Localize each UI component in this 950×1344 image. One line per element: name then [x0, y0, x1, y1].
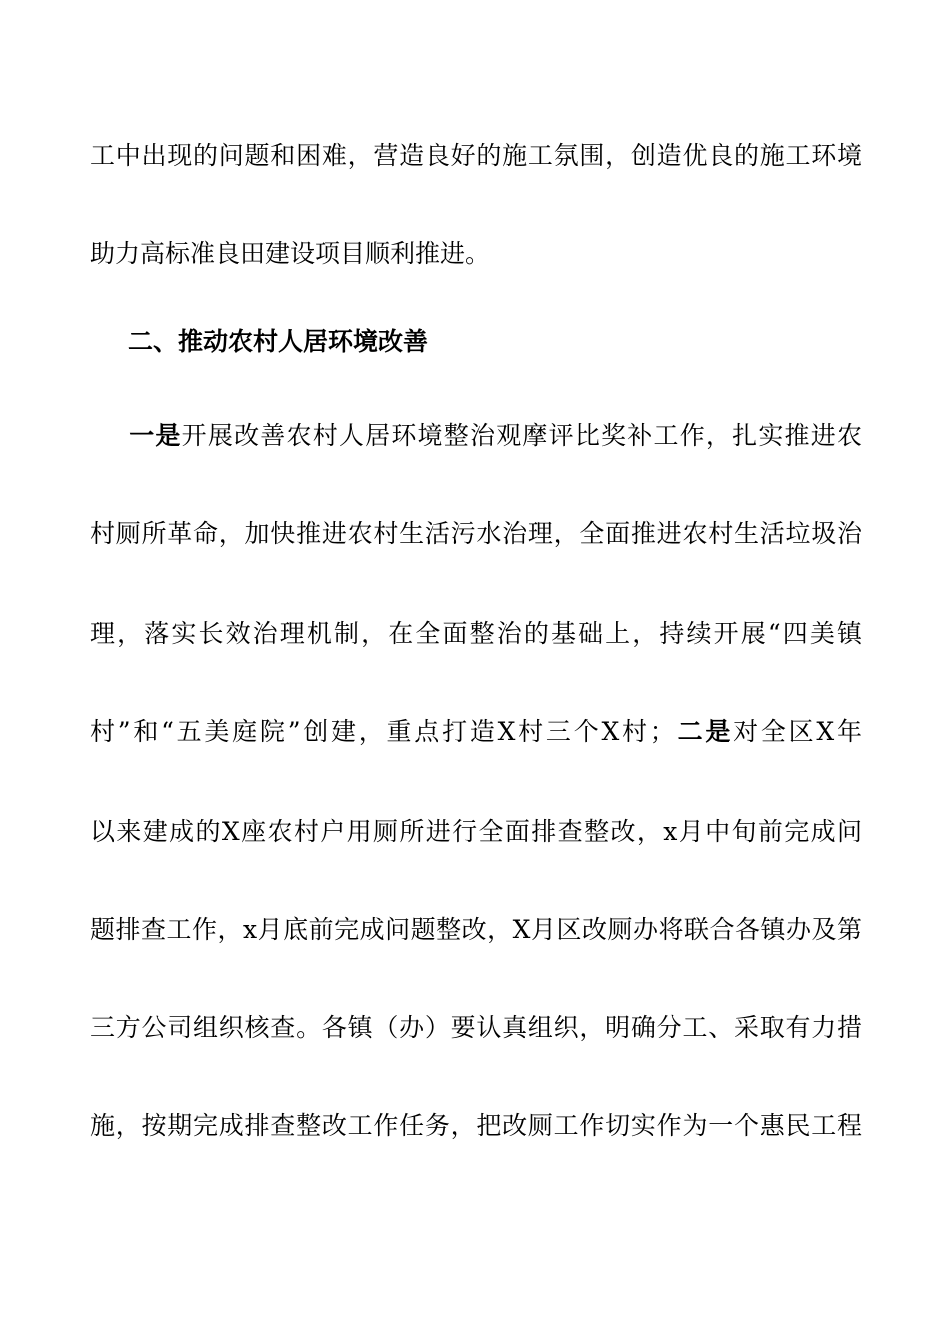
- paragraph-line: 理，落实长效治理机制，在全面整治的基础上，持续开展“四美镇: [90, 619, 862, 648]
- paragraph-line: 施，按期完成排查整改工作任务，把改厕工作切实作为一个惠民工程: [90, 1111, 862, 1140]
- paragraph-line: [90, 416, 862, 456]
- paragraph-line: 助力高标准良田建设项目顺利推进。: [90, 239, 491, 268]
- line-text: 对全区X年: [733, 717, 862, 746]
- paragraph-line: 工中出现的问题和困难，营造良好的施工氛围，创造优良的施工环境: [90, 141, 862, 170]
- paragraph-line: 题排查工作，x月底前完成问题整改，X月区改厕办将联合各镇办及第: [90, 915, 862, 944]
- paragraph-line: 村厕所革命，加快推进农村生活污水治理，全面推进农村生活垃圾治: [90, 519, 862, 548]
- line-text: 开展改善农村人居环境整治观摩评比奖补工作，扎实推进农: [181, 421, 862, 450]
- paragraph-line: 以来建成的X座农村户用厕所进行全面排查整改，x月中旬前完成问: [90, 817, 862, 846]
- paragraph-line: 三方公司组织核查。各镇（办）要认真组织，明确分工、采取有力措: [90, 1013, 862, 1042]
- lead-phrase: 二是: [674, 717, 734, 746]
- paragraph-line: [90, 712, 862, 752]
- lead-phrase: 一是: [128, 421, 182, 450]
- line-text: 村”和“五美庭院”创建，重点打造X村三个X村；: [90, 717, 675, 746]
- section-heading: 二、推动农村人居环境改善: [128, 327, 429, 356]
